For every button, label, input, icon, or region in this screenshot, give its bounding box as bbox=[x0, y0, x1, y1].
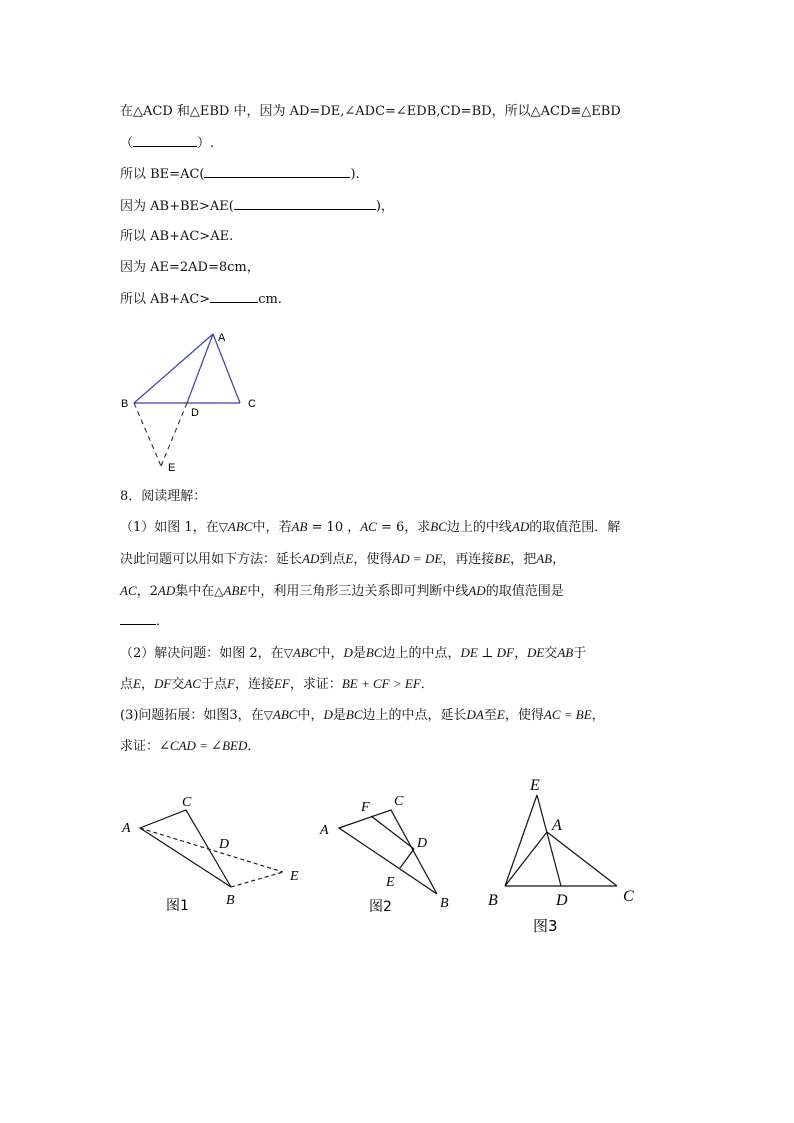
math: DF bbox=[153, 676, 172, 691]
open-paren: （ bbox=[120, 136, 134, 151]
fig2-label-e: E bbox=[386, 875, 395, 890]
text: cm. bbox=[258, 292, 282, 307]
math: AB bbox=[557, 645, 574, 660]
label-d: D bbox=[191, 407, 199, 419]
q8-header: 8．阅读理解： bbox=[120, 489, 207, 504]
math: AB bbox=[536, 551, 553, 566]
math: F bbox=[226, 676, 235, 691]
text: 于点 bbox=[200, 677, 227, 692]
math: ABC bbox=[272, 707, 298, 722]
text: ，2 bbox=[136, 584, 158, 599]
math: DA bbox=[466, 707, 484, 722]
text: 因为 AB+BE>AE( bbox=[120, 199, 234, 214]
fig2-label-c: C bbox=[394, 794, 404, 809]
text: ，使得 bbox=[353, 552, 393, 567]
text: ， bbox=[591, 708, 605, 723]
math: BC bbox=[365, 645, 383, 660]
text: (3)问题拓展：如图3，在 bbox=[120, 708, 264, 723]
fig3-label-a: A bbox=[552, 817, 562, 834]
label-c: C bbox=[248, 398, 256, 410]
math: D bbox=[343, 645, 353, 660]
math: BC bbox=[430, 519, 447, 534]
math: AC bbox=[184, 676, 201, 691]
text: 集中在 bbox=[175, 584, 215, 599]
text: 到点 bbox=[319, 552, 346, 567]
text: )， bbox=[375, 199, 394, 214]
triangle-symbol: △ bbox=[214, 584, 224, 598]
proof-line-1: 在△ACD 和△EBD 中，因为 AD=DE,∠ADC=∠EDB,CD=BD，所以△ACD≌△EBD bbox=[120, 104, 621, 119]
fig2-label-a: A bbox=[320, 823, 329, 838]
text: ， bbox=[552, 552, 566, 567]
text: = 6，求 bbox=[376, 520, 431, 535]
triangle-symbol: ▽ bbox=[263, 708, 273, 722]
text: ，把 bbox=[510, 552, 537, 567]
text: 中，若 bbox=[252, 520, 292, 535]
math: AC bbox=[360, 519, 377, 534]
text: ，使得 bbox=[504, 708, 544, 723]
math: AC bbox=[120, 583, 137, 598]
math: ABE bbox=[223, 583, 248, 598]
text: （1）如图 1，在 bbox=[120, 520, 219, 535]
math: AD = DE bbox=[392, 551, 443, 566]
text: 边上的中点，延长 bbox=[362, 708, 467, 723]
text: 决此问题可以用如下方法：延长 bbox=[120, 552, 303, 567]
close-paren: ）. bbox=[197, 136, 215, 151]
fig1-label-c: C bbox=[182, 795, 192, 810]
text: 交 bbox=[544, 646, 558, 661]
math: D bbox=[323, 707, 333, 722]
text: = 10 ， bbox=[307, 520, 361, 535]
math: E bbox=[496, 707, 505, 722]
text: （2）解决问题：如图 2，在 bbox=[120, 646, 284, 661]
fig1-caption: 图1 bbox=[166, 898, 189, 914]
fig3-label-c: C bbox=[623, 888, 634, 905]
triangle-symbol: ▽ bbox=[218, 520, 228, 534]
label-e: E bbox=[168, 462, 176, 474]
text: 交 bbox=[171, 677, 185, 692]
text: 边上的中点， bbox=[382, 646, 461, 661]
fig2-label-d: D bbox=[417, 836, 428, 851]
text: 至 bbox=[483, 708, 497, 723]
label-b: B bbox=[121, 398, 129, 410]
text: 于 bbox=[573, 646, 587, 661]
text: 的取值范围．解 bbox=[529, 520, 621, 535]
math: AD bbox=[302, 551, 320, 566]
text: ). bbox=[350, 167, 360, 182]
math: AD bbox=[511, 519, 530, 534]
fig3-label-e: E bbox=[530, 777, 540, 794]
math: AD bbox=[157, 583, 176, 598]
fig3-label-b: B bbox=[488, 892, 498, 909]
triangle-symbol: ▽ bbox=[283, 646, 293, 660]
text: ． bbox=[247, 739, 261, 754]
text: ． bbox=[420, 677, 434, 692]
math: BE bbox=[494, 551, 511, 566]
math: ABC bbox=[292, 645, 318, 660]
proof-line-6: 因为 AE=2AD=8cm， bbox=[120, 260, 260, 275]
fig1-label-a: A bbox=[122, 821, 131, 836]
math: BC bbox=[345, 707, 363, 722]
text: 是 bbox=[332, 708, 346, 723]
text: 所以 AB+AC> bbox=[120, 292, 211, 307]
text: ，求证： bbox=[289, 677, 342, 692]
fig1-label-b: B bbox=[226, 893, 235, 908]
text: 边上的中线 bbox=[446, 520, 512, 535]
math: AB bbox=[291, 519, 308, 534]
text: 中， bbox=[317, 646, 344, 661]
fig1-label-d: D bbox=[219, 837, 230, 852]
math: DE ⊥ DF bbox=[460, 645, 514, 660]
fig3-caption: 图3 bbox=[533, 917, 558, 935]
text: ，连接 bbox=[234, 677, 274, 692]
label-a: A bbox=[218, 332, 226, 344]
math: E bbox=[133, 676, 141, 691]
text: ， bbox=[140, 677, 154, 692]
fig3-label-d: D bbox=[556, 892, 568, 909]
text: ，再连接 bbox=[442, 552, 495, 567]
math: DE bbox=[526, 645, 545, 660]
fig1-label-e: E bbox=[290, 869, 299, 884]
math: AD bbox=[468, 583, 486, 598]
text: 求证： bbox=[120, 739, 160, 754]
text: 中， bbox=[297, 708, 324, 723]
fig2-label-f: F bbox=[361, 800, 370, 815]
math: ABC bbox=[227, 519, 253, 534]
fig2-caption: 图2 bbox=[369, 899, 392, 915]
text: 点 bbox=[120, 677, 134, 692]
text: 中，利用三角形三边关系即可判断中线 bbox=[247, 584, 469, 599]
math: BE + CF > EF bbox=[341, 676, 421, 691]
proof-line-5: 所以 AB+AC>AE. bbox=[120, 229, 234, 244]
text: 的取值范围是 bbox=[485, 584, 564, 599]
fig2-label-b: B bbox=[440, 896, 449, 911]
math: EF bbox=[273, 676, 290, 691]
math: AC = BE bbox=[543, 707, 592, 722]
text: ， bbox=[513, 646, 527, 661]
text: ． bbox=[156, 614, 170, 629]
text: 所以 BE=AC( bbox=[120, 167, 205, 182]
math: E bbox=[345, 551, 354, 566]
math: ∠CAD = ∠BED bbox=[159, 738, 248, 753]
text: 是 bbox=[352, 646, 366, 661]
